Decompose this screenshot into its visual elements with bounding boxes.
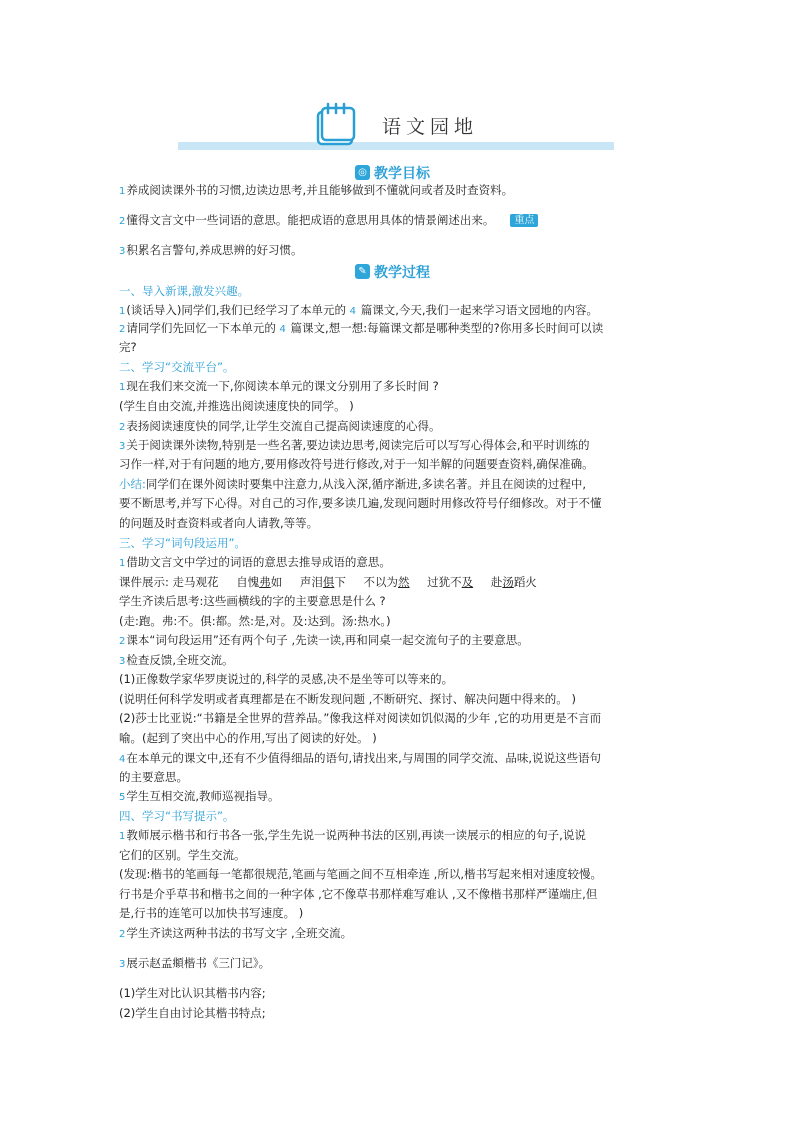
idiom: 走马观花 [172, 575, 219, 589]
idiom: 声泪俱下 [299, 575, 346, 589]
key-point-badge: 重点 [510, 214, 538, 227]
pencil-icon: ✎ [355, 264, 370, 279]
paragraph-line: 学生齐读后思考:这些画横线的字的主要意思是什么 ? [119, 594, 386, 608]
paragraph-line: 完? [119, 340, 137, 354]
paragraph-line: 要不断思考,并写下心得。对自己的习作,要多读几遍,发现问题时用修改符号仔细修改。对于不懂 [119, 496, 602, 510]
idiom: 自愧弗如 [236, 575, 283, 589]
paragraph-line: 的问题及时查资料或者向人请教,等等。 [119, 516, 319, 530]
goal-item: 3积累名言警句,养成思辨的好习惯。 [119, 243, 303, 257]
paragraph-line: 2学生齐读这两种书法的书写文字 ,全班交流。 [119, 926, 353, 940]
goal-item: 2懂得文言文中一些词语的意思。能把成语的意思用具体的情景阐述出来。 重点 [119, 212, 538, 230]
target-icon: ◎ [355, 165, 370, 180]
paragraph-line: 1教师展示楷书和行书各一张,学生先说一说两种书法的区别,再读一读展示的相应的句子,说说 [119, 828, 586, 842]
paragraph-line: 1(谈话导入)同学们,我们已经学习了本单元的 4 篇课文,今天,我们一起来学习语文园地的内容。 [119, 303, 599, 317]
paragraph-line: 1借助文言文中学过的词语的意思去推导成语的意思。 [119, 555, 391, 569]
paragraph-line: 行书是介乎草书和楷书之间的一种字体 ,它不像草书那样难写难认 ,又不像楷书那样严谨端庄,但 [119, 887, 598, 901]
paragraph-line: 的主要意思。 [119, 770, 188, 784]
paragraph-line: (说明任何科学发明或者真理都是在不断发现问题 ,不断研究、探讨、解决问题中得来的。 ) [119, 692, 576, 706]
goal-item: 1养成阅读课外书的习惯,边读边思考,并且能够做到不懂就问或者及时查资料。 [119, 183, 514, 197]
paragraph-line: (1)学生对比认识其楷书内容; [119, 986, 266, 1000]
idiom: 赴汤蹈火 [490, 575, 537, 589]
paragraph-line: 4在本单元的课文中,还有不少值得细品的语句,请找出来,与周围的同学交流、品味,说说这些语句 [119, 751, 601, 765]
page-title: 语文园地 [382, 116, 479, 138]
paragraph-line: (1)正像数学家华罗庚说过的,科学的灵感,决不是坐等可以等来的。 [119, 672, 454, 686]
header [0, 100, 794, 160]
paragraph-line: 2表扬阅读速度快的同学,让学生交流自己提高阅读速度的心得。 [119, 419, 441, 433]
section-heading: 二、学习“交流平台”。 [119, 360, 235, 374]
paragraph-line: (2)学生自由讨论其楷书特点; [119, 1006, 266, 1020]
process-header [0, 262, 794, 284]
section-heading: 三、学习“词句段运用”。 [119, 536, 246, 550]
goals-title: 教学目标 [374, 166, 430, 182]
paragraph-line: 小结:同学们在课外阅读时要集中注意力,从浅入深,循序渐进,多读名著。并且在阅读的过程中, [119, 477, 586, 491]
paragraph-line: 2课本“词句段运用”还有两个句子 ,先读一读,再和同桌一起交流句子的主要意思。 [119, 633, 529, 647]
paragraph-line: (2)莎士比亚说:“书籍是全世界的营养品。”像我这样对阅读如饥似渴的少年 ,它的功用更是不言而 [119, 711, 602, 725]
paragraph-line: (走:跑。弗:不。俱:都。然:是,对。及:达到。汤:热水。) [119, 614, 391, 628]
paragraph-line: (学生自由交流,并推选出阅读速度快的同学。 ) [119, 399, 354, 413]
paragraph-line: 3展示赵孟頫楷书《三门记》。 [119, 956, 271, 970]
notebook-icon [314, 102, 358, 148]
paragraph-line: 5学生互相交流,教师巡视指导。 [119, 789, 280, 803]
paragraph-line: 习作一样,对于有问题的地方,要用修改符号进行修改,对于一知半解的问题要查资料,确保准确。 [119, 457, 594, 471]
paragraph-line: (发现:楷书的笔画每一笔都很规范,笔画与笔画之间不互相牵连 ,所以,楷书写起来相对速度较慢。 [119, 867, 602, 881]
paragraph-line: 3检查反馈,全班交流。 [119, 653, 234, 667]
paragraph-line: 是,行书的连笔可以加快书写速度。 ) [119, 906, 304, 920]
header-underline [178, 142, 614, 150]
paragraph-line: 3关于阅读课外读物,特别是一些名著,要边读边思考,阅读完后可以写写心得体会,和平时训练的 [119, 438, 590, 452]
process-title: 教学过程 [374, 265, 430, 281]
section-heading: 一、导入新课,激发兴趣。 [119, 284, 250, 298]
idiom: 不以为然 [363, 575, 410, 589]
paragraph-line: 1现在我们来交流一下,你阅读本单元的课文分别用了多长时间 ? [119, 379, 439, 393]
idiom-list: 课件展示: 走马观花 自愧弗如 声泪俱下 不以为然 过犹不及 赴汤蹈火 [119, 575, 537, 589]
paragraph-line: 2请同学们先回忆一下本单元的 4 篇课文,想一想:每篇课文都是哪种类型的?你用多长时间可以读 [119, 321, 604, 335]
idiom: 过犹不及 [427, 575, 474, 589]
paragraph-line: 它们的区别。学生交流。 [119, 848, 246, 862]
section-heading: 四、学习“书写提示”。 [119, 809, 235, 823]
paragraph-line: 喻。(起到了突出中心的作用,写出了阅读的好处。 ) [119, 731, 377, 745]
